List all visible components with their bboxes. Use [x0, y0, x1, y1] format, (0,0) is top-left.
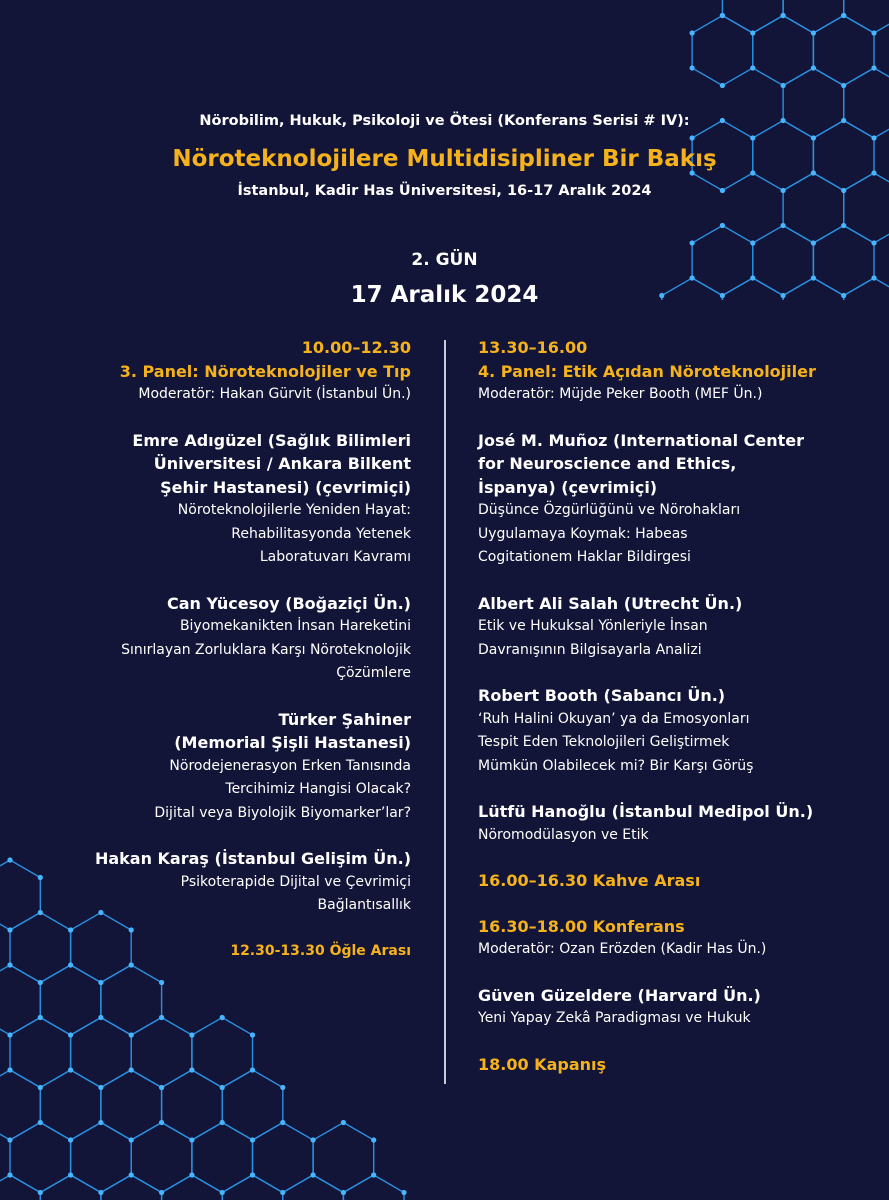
- speaker-name: Lütfü Hanoğlu (İstanbul Medipol Ün.): [478, 802, 814, 821]
- talk-title: Sınırlayan Zorluklara Karşı Nöroteknolojik: [121, 641, 411, 658]
- hexagon-node: [68, 1032, 73, 1037]
- hexagon-node: [280, 1085, 285, 1090]
- hexagon-node: [371, 1172, 376, 1177]
- keynote-title: Yeni Yapay Zekâ Paradigması ve Hukuk: [478, 1010, 751, 1026]
- hexagon-node: [311, 1172, 316, 1177]
- panel-time: 13.30–16.00: [478, 338, 588, 357]
- talk-title: Tercihimiz Hangisi Olacak?: [225, 781, 411, 797]
- hexagon-node: [68, 1172, 73, 1177]
- hexagon-cell: [192, 1018, 253, 1088]
- speaker-name: Can Yücesoy (Boğaziçi Ün.): [166, 593, 411, 613]
- hexagon-node: [98, 1190, 103, 1195]
- talk-title: Biyomekanikten İnsan Hareketini: [179, 618, 411, 634]
- conference-moderator: Moderatör: Ozan Erözden (Kadir Has Ün.): [478, 941, 767, 957]
- hexagon-node: [159, 1015, 164, 1020]
- hexagon-node: [98, 1015, 103, 1020]
- hexagon-node: [159, 1120, 164, 1125]
- hexagon-cell: [10, 1018, 71, 1088]
- talk-title: Uygulamaya Koymak: Habeas: [478, 525, 688, 542]
- talk-title: Nöromodülasyon ve Etik: [478, 826, 649, 843]
- hexagon-node: [220, 1085, 225, 1090]
- hexagon-node: [98, 980, 103, 985]
- hexagon-node: [280, 1120, 285, 1125]
- talk-title: Nöroteknolojilerle Yeniden Hayat:: [177, 502, 411, 518]
- hexagon-node: [371, 1137, 376, 1142]
- talk-title: Mümkün Olabilecek mi? Bir Karşı Görüş: [478, 757, 754, 774]
- hexagon-node: [129, 1172, 134, 1177]
- hexagon-node: [189, 1137, 194, 1142]
- hexagon-cell: [192, 1123, 253, 1193]
- panel-time: 10.00–12.30: [301, 338, 411, 357]
- hexagon-node: [189, 1067, 194, 1072]
- left-program-column: [31, 336, 411, 963]
- panel-title: 3. Panel: Nöroteknolojiler ve Tıp: [119, 361, 411, 381]
- hexagon-cell: [0, 965, 40, 1035]
- talk-title: Davranışının Bilgisayarla Analizi: [478, 641, 702, 658]
- hexagon-node: [189, 1032, 194, 1037]
- hexagon-node: [68, 1067, 73, 1072]
- hexagon-node: [220, 1190, 225, 1195]
- speaker-name: Hakan Karaş (İstanbul Gelişim Ün.): [94, 849, 411, 868]
- hexagon-cell: [40, 1070, 101, 1140]
- hexagon-node: [7, 1172, 12, 1177]
- hexagon-cell: [222, 1175, 283, 1200]
- hexagon-node: [68, 1137, 73, 1142]
- hexagon-node: [129, 1067, 134, 1072]
- speaker-name: José M. Muñoz (International Center: [478, 430, 805, 450]
- hexagon-cell: [131, 1018, 192, 1088]
- hexagon-node: [189, 1172, 194, 1177]
- hexagon-cell: [343, 1175, 404, 1200]
- talk-title: Tespit Eden Teknolojileri Geliştirmek: [478, 734, 730, 750]
- speaker-name: for Neuroscience and Ethics,: [478, 454, 737, 473]
- hexagon-node: [220, 1015, 225, 1020]
- hexagon-node: [7, 1067, 12, 1072]
- hexagon-node: [38, 980, 43, 985]
- keynote-speaker: Güven Güzeldere (Harvard Ün.): [478, 985, 761, 1005]
- hexagon-cell: [0, 1070, 40, 1140]
- talk-title: Psikoterapide Dijital ve Çevrimiçi: [180, 873, 411, 890]
- hexagon-node: [7, 1137, 12, 1142]
- hexagon-cell: [253, 1123, 314, 1193]
- hexagon-node: [68, 962, 73, 967]
- hexagon-node: [250, 1172, 255, 1177]
- panel-moderator: Moderatör: Hakan Gürvit (İstanbul Ün.): [138, 386, 411, 402]
- speaker-name: İspanya) (çevrimiçi): [478, 477, 658, 497]
- speaker-name: Albert Ali Salah (Utrecht Ün.): [478, 593, 743, 613]
- talk-title: Bağlantısallık: [317, 897, 411, 913]
- hexagon-node: [7, 927, 12, 932]
- day-date: 17 Aralık 2024: [350, 282, 539, 308]
- hexagon-node: [38, 1120, 43, 1125]
- hexagon-node: [401, 1190, 406, 1195]
- hexagon-node: [38, 1015, 43, 1020]
- hexagon-cell: [283, 1175, 344, 1200]
- hexagon-cell: [162, 1175, 223, 1200]
- hexagon-node: [129, 1032, 134, 1037]
- speaker-name: Üniversitesi / Ankara Bilkent: [153, 454, 411, 473]
- panel-title: 4. Panel: Etik Açıdan Nöroteknolojiler: [478, 361, 816, 381]
- talk-title: Cogitationem Haklar Bildirgesi: [478, 549, 691, 565]
- talk-title: Dijital veya Biyolojik Biyomarker’lar?: [154, 804, 411, 821]
- hexagon-cell: [40, 965, 101, 1035]
- hexagon-cell: [40, 1175, 101, 1200]
- speaker-name: Robert Booth (Sabancı Ün.): [478, 686, 726, 705]
- hexagon-node: [159, 1190, 164, 1195]
- hexagon-cell: [101, 965, 162, 1035]
- hexagon-node: [98, 1120, 103, 1125]
- hexagon-node: [250, 1137, 255, 1142]
- hexagon-node: [38, 1190, 43, 1195]
- hexagon-node: [220, 1120, 225, 1125]
- hexagon-node: [341, 1120, 346, 1125]
- talk-title: Nörodejenerasyon Erken Tanısında: [169, 757, 411, 774]
- hexagon-cell: [0, 1175, 40, 1200]
- panel-moderator: Moderatör: Müjde Peker Booth (MEF Ün.): [478, 386, 763, 402]
- hexagon-cell: [101, 1175, 162, 1200]
- talk-title: Etik ve Hukuksal Yönleriyle İnsan: [478, 618, 708, 634]
- hexagon-cell: [71, 1123, 132, 1193]
- hexagon-node: [7, 962, 12, 967]
- hexagon-cell: [313, 1123, 374, 1193]
- page-title: Nöroteknolojilere Multidisipliner Bir Bakış: [172, 146, 717, 172]
- talk-title: Düşünce Özgürlüğünü ve Nörohakları: [478, 502, 741, 518]
- hexagon-node: [311, 1137, 316, 1142]
- hexagon-node: [7, 857, 12, 862]
- hexagon-node: [129, 962, 134, 967]
- talk-title: Rehabilitasyonda Yetenek: [231, 525, 411, 542]
- hexagon-cell: [101, 1070, 162, 1140]
- talk-title: Laboratuvarı Kavramı: [259, 549, 411, 565]
- hexagon-node: [38, 1085, 43, 1090]
- column-divider: [444, 340, 446, 1084]
- speaker-name: Emre Adıgüzel (Sağlık Bilimleri: [132, 430, 411, 450]
- speaker-name: Türker Şahiner: [278, 709, 411, 729]
- speaker-name: (Memorial Şişli Hastanesi): [174, 733, 411, 752]
- hexagon-cell: [71, 1018, 132, 1088]
- hexagon-node: [98, 1085, 103, 1090]
- hexagon-cell: [222, 1070, 283, 1140]
- closing: 18.00 Kapanış: [478, 1054, 607, 1074]
- talk-title: ‘Ruh Halini Okuyan’ ya da Emosyonları: [478, 710, 750, 727]
- right-program-column: [478, 336, 868, 1076]
- location-date: İstanbul, Kadir Has Üniversitesi, 16-17 Aralık 2024: [237, 183, 652, 199]
- hexagon-node: [7, 1032, 12, 1037]
- hexagon-node: [250, 1067, 255, 1072]
- series-title: Nörobilim, Hukuk, Psikoloji ve Ötesi (Konferans Serisi # IV):: [199, 113, 690, 129]
- conference-time: 16.30–18.00 Konferans: [478, 916, 685, 936]
- hexagon-cell: [10, 1123, 71, 1193]
- talk-title: Çözümlere: [336, 665, 411, 681]
- hexagon-node: [280, 1190, 285, 1195]
- speaker-name: Şehir Hastanesi) (çevrimiçi): [160, 477, 411, 497]
- hexagon-node: [129, 1137, 134, 1142]
- hexagon-node: [341, 1190, 346, 1195]
- hexagon-node: [159, 1085, 164, 1090]
- hexagon-node: [250, 1032, 255, 1037]
- hexagon-node: [159, 980, 164, 985]
- coffee-break: 16.00–16.30 Kahve Arası: [478, 871, 701, 890]
- lunch-break: 12.30-13.30 Öğle Arası: [230, 942, 411, 959]
- hexagon-cell: [162, 1070, 223, 1140]
- hexagon-cell: [131, 1123, 192, 1193]
- day-label: 2. GÜN: [411, 250, 478, 270]
